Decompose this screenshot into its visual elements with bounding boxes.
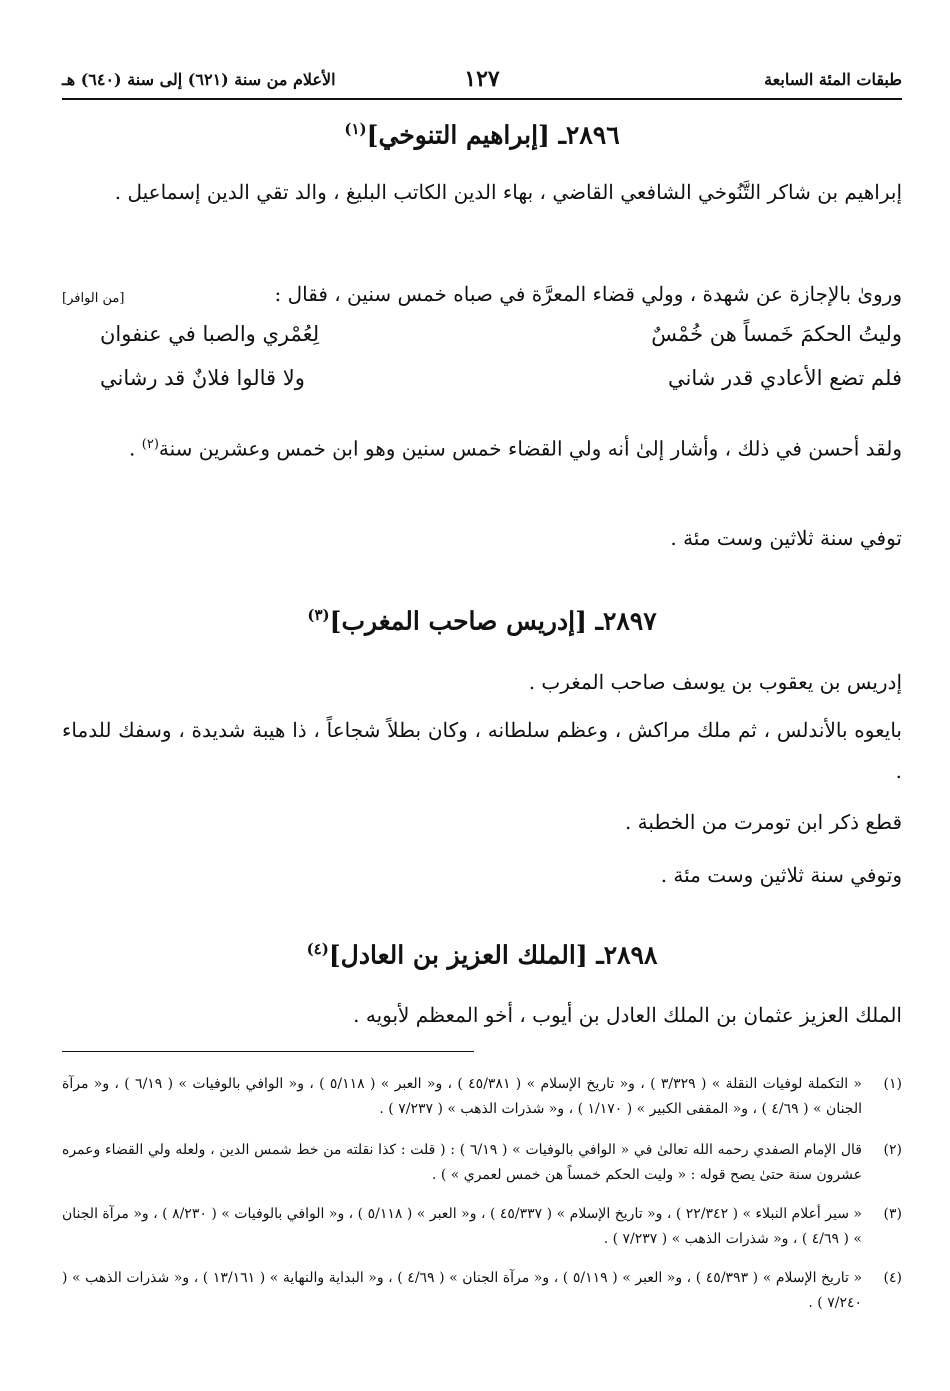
footnote-ref: (٣) bbox=[307, 606, 330, 624]
year-range-title: الأعلام من سنة (٦٢١) إلى سنة (٦٤٠) هـ bbox=[62, 70, 336, 89]
entry-paragraph: ولقد أحسن في ذلك ، وأشار إلىٰ أنه ولي القضاء خمس سنين وهو ابن خمس وعشرين سنة$^{(٢)}$ . bbox=[129, 436, 902, 461]
book-page bbox=[62, 0, 902, 1391]
running-header bbox=[62, 68, 902, 100]
footnote-number: (٤) bbox=[883, 1270, 902, 1286]
footnote-ref: (٢) bbox=[141, 437, 159, 452]
entry-paragraph: وتوفي سنة ثلاثين وست مئة . bbox=[660, 863, 902, 887]
verse-second-hemistich: لِعُمْري والصبا في عنفوان bbox=[100, 322, 320, 346]
footnote bbox=[62, 1266, 902, 1316]
entry-paragraph: قطع ذكر ابن تومرت من الخطبة . bbox=[624, 810, 902, 834]
meter-label: [من الوافر] bbox=[62, 291, 125, 306]
entry-paragraph: وروىٰ بالإجازة عن شهدة ، وولي قضاء المعرَّة في صباه خمس سنين ، فقال : [من الوافر] bbox=[62, 274, 902, 319]
verse-first-hemistich: فلم تضع الأعادي قدر شاني bbox=[668, 366, 902, 390]
verse-second-hemistich: ولا قالوا فلانٌ قد رشاني bbox=[100, 366, 305, 390]
footnote-ref: (٤) bbox=[306, 940, 329, 958]
section-title: طبقات المئة السابعة bbox=[764, 70, 902, 89]
entry-paragraph: توفي سنة ثلاثين وست مئة . bbox=[670, 526, 902, 550]
footnote-divider bbox=[62, 1051, 474, 1052]
entry-title-2896: ٢٨٩٦ـ [إبراهيم التنوخي]$^{(١)}$ bbox=[344, 120, 620, 150]
entry-paragraph: الملك العزيز عثمان بن الملك العادل بن أيوب ، أخو المعظم لأبويه . bbox=[353, 1003, 902, 1027]
footnote-number: (٣) bbox=[883, 1206, 902, 1222]
entry-paragraph: إبراهيم بن شاكر التَّنُوخي الشافعي القاضي ، بهاء الدين الكاتب البليغ ، والد تقي الدين إسماعيل . bbox=[114, 180, 902, 204]
entry-paragraph: إدريس بن يعقوب بن يوسف صاحب المغرب . bbox=[528, 670, 902, 694]
entry-title-2897: ٢٨٩٧ـ [إدريس صاحب المغرب]$^{(٣)}$ bbox=[307, 606, 657, 636]
footnote-ref: (١) bbox=[344, 120, 367, 138]
footnote bbox=[62, 1202, 902, 1252]
page-number: ١٢٧ bbox=[464, 66, 500, 92]
entry-title-2898: ٢٨٩٨ـ [الملك العزيز بن العادل]$^{(٤)}$ bbox=[306, 940, 658, 970]
entry-paragraph: بايعوه بالأندلس ، ثم ملك مراكش ، وعظم سلطانه ، وكان بطلاً شجاعاً ، ذا هيبة شديدة ، وسفك للدماء . bbox=[62, 718, 902, 783]
footnote bbox=[62, 1138, 902, 1188]
footnote-text: « تاريخ الإسلام » ( ٤٥/٣٩٣ ) ، و« العبر » ( ٥/١١٩ ) ، و« مرآة الجنان » ( ٤/٦٩ ) ، و« البداية والنهاية » ( ١٣/١٦١ ) ، و« شذرات الذهب » ( ٧/٢٤٠ ) . bbox=[62, 1270, 863, 1311]
footnote-text: « التكملة لوفيات النقلة » ( ٣/٣٢٩ ) ، و« تاريخ الإسلام » ( ٤٥/٣٨١ ) ، و« العبر » ( ٥/١١٨ ) ، و« الوافي بالوفيات » ( ٦/١٩ ) ، و« مرآة الجنان » ( ٤/٦٩ ) ، و« المقفى الكبير » ( ١/١٧٠ ) ، و« شذرات الذهب » ( ٧/٢٣٧ ) . bbox=[62, 1076, 863, 1117]
verse-first-hemistich: وليتُ الحكمَ خَمساً هن خُمْسٌ bbox=[651, 322, 902, 346]
footnote-text: « سير أعلام النبلاء » ( ٢٢/٣٤٢ ) ، و« تاريخ الإسلام » ( ٤٥/٣٣٧ ) ، و« العبر » ( ٥/١١٨ ) ، و« الوافي بالوفيات » ( ٨/٢٣٠ ) ، و« مرآة الجنان » ( ٤/٦٩ ) ، و« شذرات الذهب » ( ٧/٢٣٧ ) . bbox=[62, 1206, 862, 1247]
verse-line bbox=[100, 322, 902, 362]
verse-line bbox=[100, 366, 902, 406]
footnote-number: (١) bbox=[883, 1076, 902, 1092]
footnote-number: (٢) bbox=[883, 1142, 902, 1158]
footnote-text: قال الإمام الصفدي رحمه الله تعالىٰ في « الوافي بالوفيات » ( ٦/١٩ ) : ( قلت : كذا نقلته من خط شمس الدين ، ولعله ولي القضاء وعمره عشرون سنة حتىٰ يصح قوله : « وليت الحكم خمساً هن خمس لعمري » ) . bbox=[62, 1142, 862, 1183]
footnote bbox=[62, 1072, 902, 1122]
